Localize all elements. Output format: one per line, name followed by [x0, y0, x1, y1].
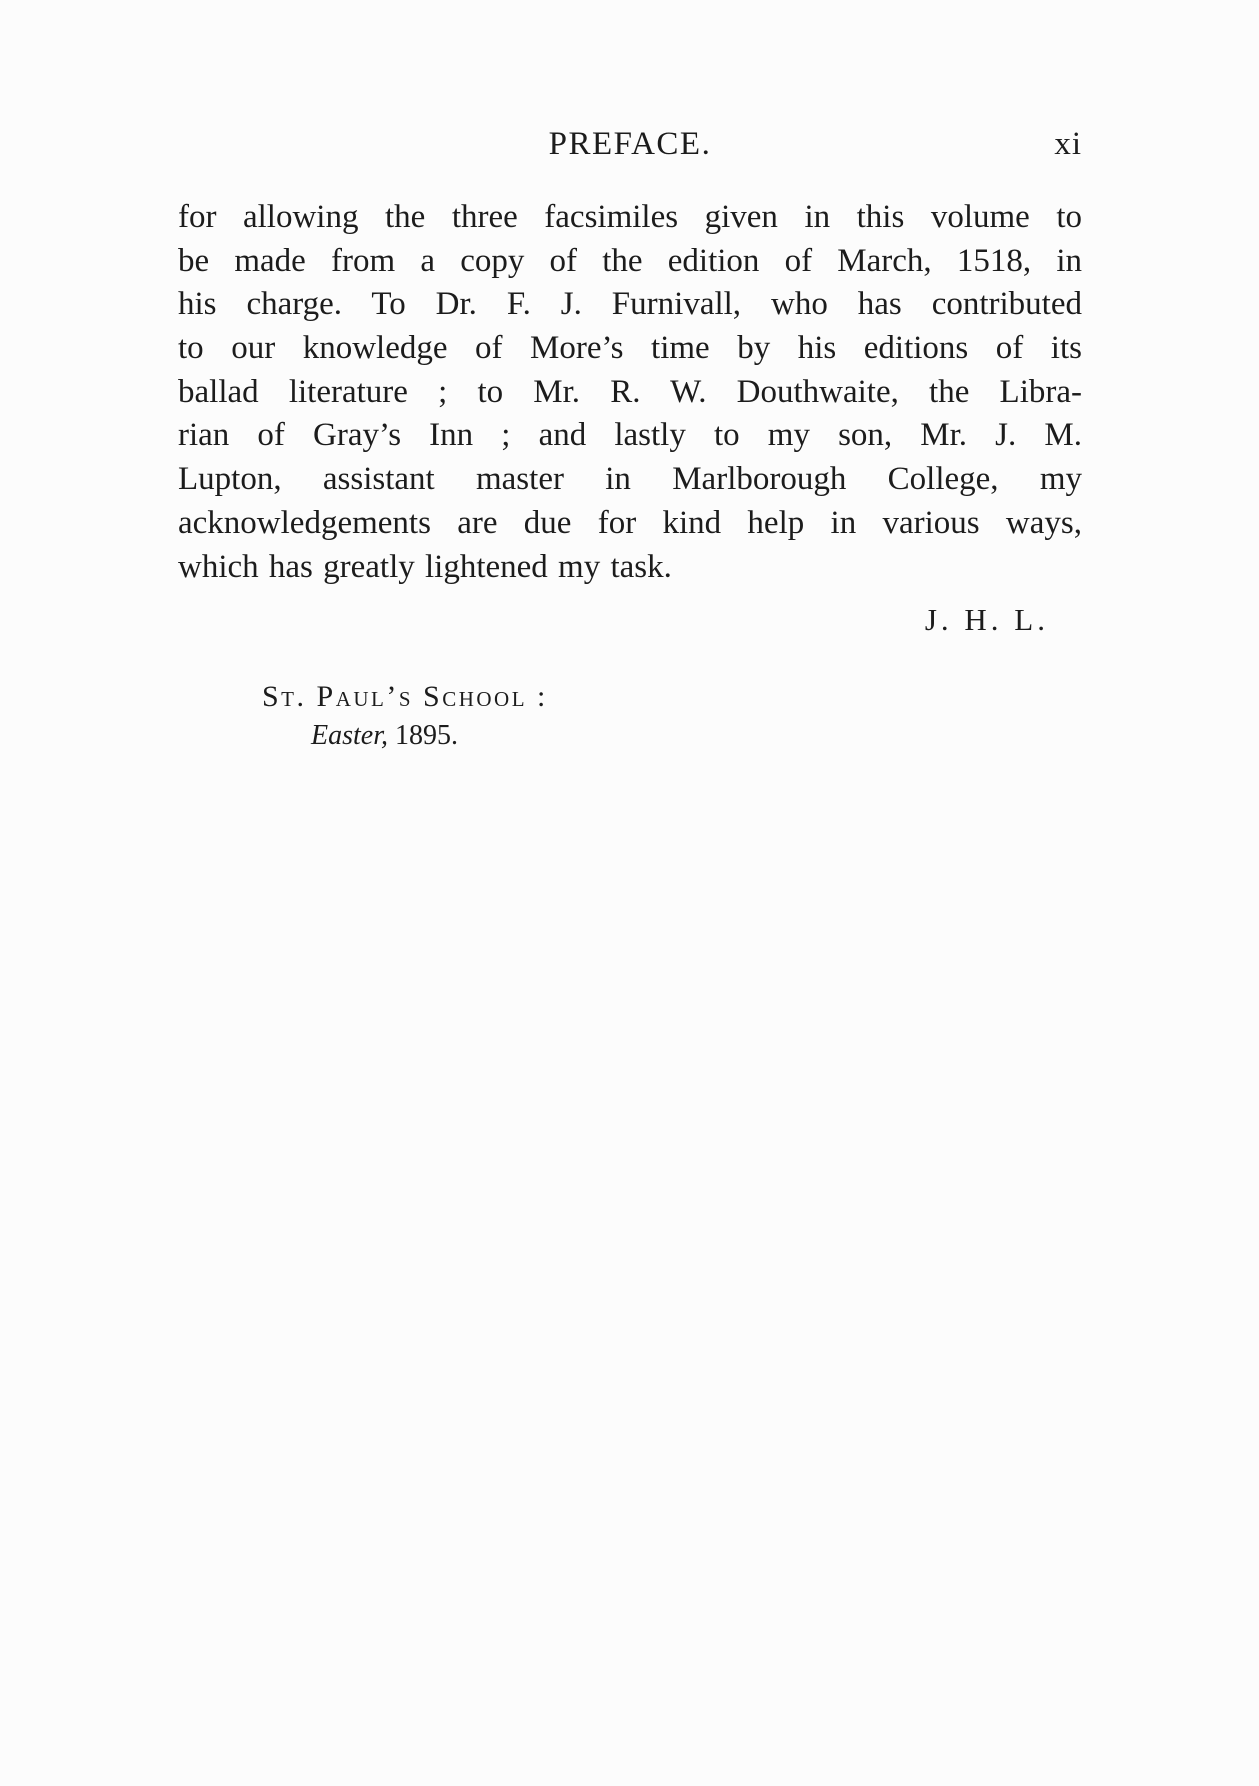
text-line: acknowledgements are due for kind help in various ways, — [178, 504, 1082, 541]
dateline-date — [311, 720, 458, 752]
author-initials: J. H. L. — [924, 602, 1049, 637]
text-line: be made from a copy of the edition of March, 1518, in — [178, 242, 1082, 279]
text-line: his charge. To Dr. F. J. Furnivall, who has contributed — [178, 286, 1082, 323]
text-line: which has greatly lightened my task. — [178, 548, 672, 585]
text-line: to our knowledge of More’s time by his editions of its — [178, 330, 1082, 367]
text-line: rian of Gray’s Inn ; and lastly to my son, Mr. J. M. — [178, 417, 1082, 454]
dateline-place: St. Paul’s School : — [262, 680, 548, 713]
dateline-year: 1895. — [395, 720, 458, 751]
text-line: ballad literature ; to Mr. R. W. Douthwaite, the Libra- — [178, 373, 1082, 410]
page-number: xi — [1054, 126, 1082, 162]
dateline-season: Easter, — [311, 720, 388, 751]
text-line: Lupton, assistant master in Marlborough College, my — [178, 461, 1082, 498]
text-line: for allowing the three facsimiles given in this volume to — [178, 199, 1082, 235]
preface-paragraph — [178, 196, 1082, 589]
page-title: PREFACE. — [548, 126, 712, 162]
running-head — [178, 126, 1082, 170]
